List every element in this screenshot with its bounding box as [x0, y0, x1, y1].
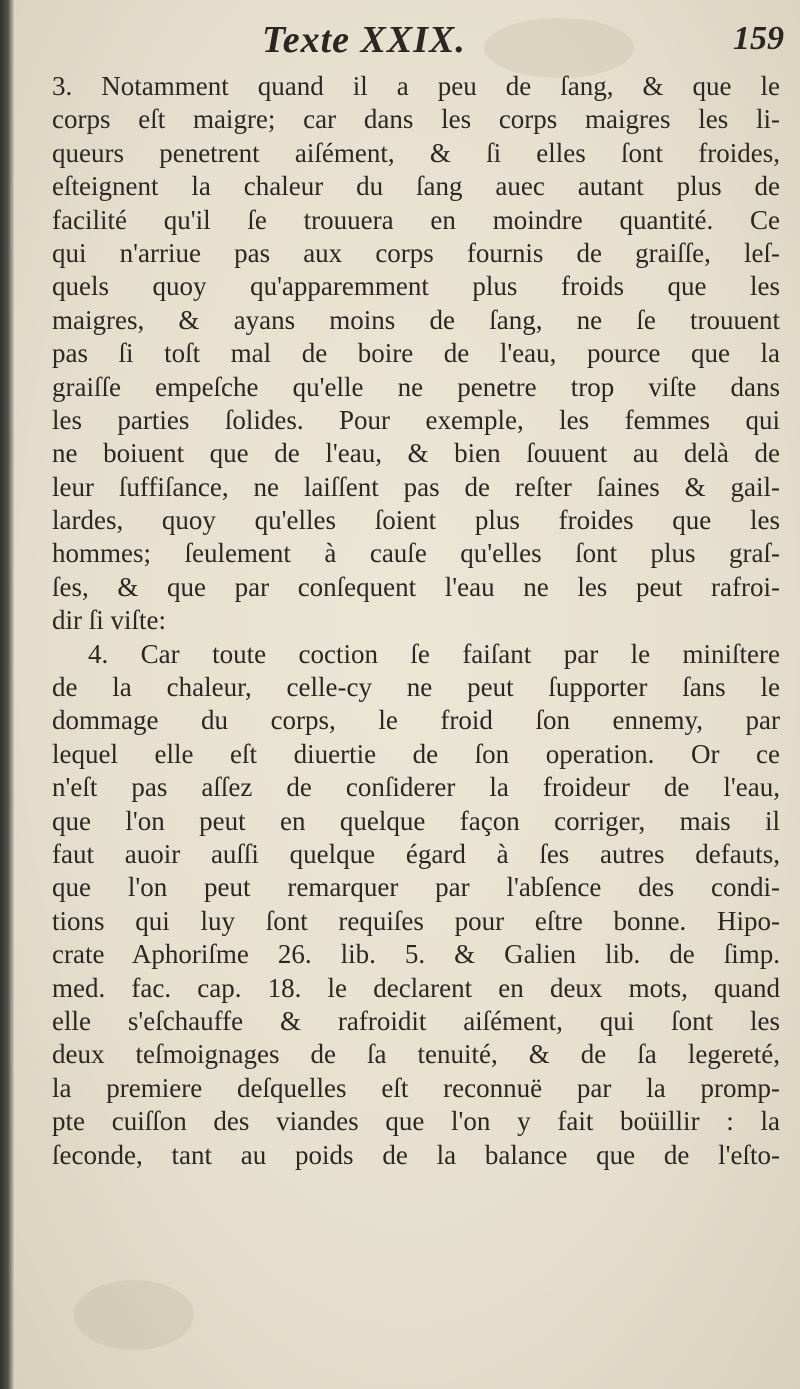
page-header: [14, 14, 800, 64]
book-page: [14, 0, 800, 1389]
text-line: quels quoy qu'apparemment plus froids que les: [52, 271, 780, 302]
text-line: elle s'eſchauffe & rafroidit aiſément, qui ſont les: [52, 1005, 780, 1036]
text-line: pte cuiſſon des viandes que l'on y fait boüillir : la: [52, 1106, 780, 1137]
text-line: la premiere deſquelles eſt reconnuë par la promp-: [52, 1072, 780, 1103]
text-line: ſeconde, tant au poids de la balance que de l'eſto-: [52, 1139, 780, 1170]
text-line: 3. Notamment quand il a peu de ſang, & que le: [52, 71, 780, 101]
text-line: crate Aphoriſme 26. lib. 5. & Galien lib. de ſimp.: [52, 939, 780, 970]
text-line: que l'on peut remarquer par l'abſence des condi-: [52, 872, 780, 903]
text-line: ne boiuent que de l'eau, & bien ſouuent au delà de: [52, 438, 780, 469]
text-line: faut auoir auſſi quelque égard à ſes autres defauts,: [52, 838, 780, 869]
page-number: 159: [733, 20, 784, 57]
text-line: lardes, quoy qu'elles ſoient plus froides que les: [52, 505, 780, 536]
text-line: eſteignent la chaleur du ſang auec autant plus de: [52, 171, 780, 202]
running-title: Texte XXIX.: [262, 19, 466, 61]
text-line: de la chaleur, celle-cy ne peut ſupporter ſans le: [52, 672, 780, 703]
text-line: tions qui luy ſont requiſes pour eſtre bonne. Hipo-: [52, 905, 780, 936]
text-line: graiſſe empeſche qu'elle ne penetre trop viſte dans: [52, 371, 780, 402]
text-line: 4. Car toute coction ſe faiſant par le miniſtere: [88, 638, 780, 669]
text-line: hommes; ſeulement à cauſe qu'elles ſont plus graſ-: [52, 538, 780, 569]
text-line: deux teſmoignages de ſa tenuité, & de ſa legereté,: [52, 1039, 780, 1070]
text-line: pas ſi toſt mal de boire de l'eau, pource que la: [52, 338, 780, 369]
text-line: med. fac. cap. 18. le declarent en deux mots, quand: [52, 972, 780, 1003]
paper-stain: [74, 1280, 194, 1350]
text-line: ſes, & que par conſequent l'eau ne les peut rafroi-: [52, 571, 780, 602]
text-line: n'eſt pas aſſez de conſiderer la froideur de l'eau,: [52, 772, 780, 803]
text-line: lequel elle eſt diuertie de ſon operation. Or ce: [52, 738, 780, 769]
text-line: corps eſt maigre; car dans les corps maigres les li-: [52, 104, 780, 135]
text-line: queurs penetrent aiſément, & ſi elles ſont froides,: [52, 137, 780, 168]
text-line: dommage du corps, le froid ſon ennemy, par: [52, 705, 780, 736]
text-line: dir ſi viſte:: [52, 605, 166, 636]
text-line: que l'on peut en quelque façon corriger, mais il: [52, 805, 780, 836]
text-line: les parties ſolides. Pour exemple, les femmes qui: [52, 404, 780, 435]
text-line: leur ſuffiſance, ne laiſſent pas de reſter ſaines & gail-: [52, 471, 780, 502]
text-line: qui n'arriue pas aux corps fournis de graiſſe, leſ-: [52, 237, 780, 268]
text-line: maigres, & ayans moins de ſang, ne ſe trouuent: [52, 304, 780, 335]
text-line: facilité qu'il ſe trouuera en moindre quantité. Ce: [52, 204, 780, 235]
body-text: [52, 70, 780, 1172]
